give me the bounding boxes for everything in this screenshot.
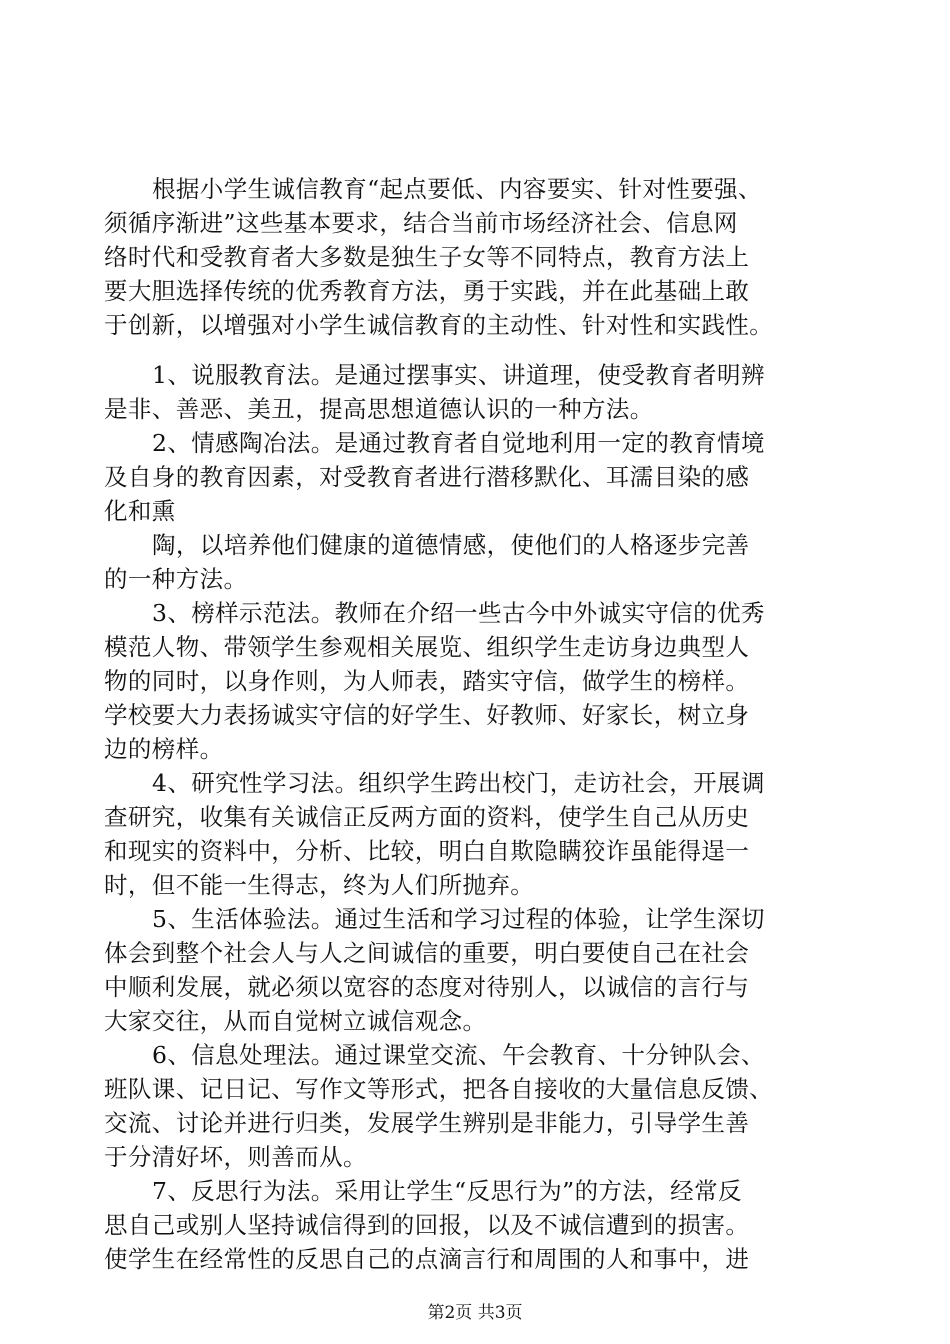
method-5-line: 体会到整个社会人与人之间诚信的重要，明白要使自己在社会 — [104, 939, 750, 967]
method-6-line: 于分清好坏，则善而从。 — [104, 1143, 367, 1171]
method-4-line: 时，但不能一生得志，终为人们所抛弃。 — [104, 871, 535, 899]
method-3-line: 学校要大力表扬诚实守信的好学生、好教师、好家长，树立身 — [104, 701, 750, 729]
method-5-line: 5、生活体验法。通过生活和学习过程的体验，让学生深切 — [152, 905, 765, 933]
method-2-line: 及自身的教育因素，对受教育者进行潜移默化、耳濡目染的感 — [104, 463, 750, 491]
intro-line: 要大胆选择传统的优秀教育方法，勇于实践，并在此基础上敢 — [104, 277, 750, 305]
method-2-line: 2、情感陶冶法。是通过教育者自觉地利用一定的教育情境 — [152, 429, 765, 457]
method-6-line: 6、信息处理法。通过课堂交流、午会教育、十分钟队会、 — [152, 1041, 765, 1069]
method-3-line: 边的榜样。 — [104, 735, 224, 763]
method-4-line: 4、研究性学习法。组织学生跨出校门，走访社会，开展调 — [152, 769, 765, 797]
method-3-line: 模范人物、带领学生参观相关展览、组织学生走访身边典型人 — [104, 633, 750, 661]
method-7-line: 7、反思行为法。采用让学生“反思行为”的方法，经常反 — [152, 1177, 742, 1205]
method-2-continued-line: 陶，以培养他们健康的道德情感，使他们的人格逐步完善 — [152, 531, 750, 559]
method-4-line: 查研究，收集有关诚信正反两方面的资料，使学生自己从历史 — [104, 803, 750, 831]
intro-line: 须循序渐进”这些基本要求，结合当前市场经济社会、信息网 — [104, 209, 738, 237]
method-1-line: 是非、善恶、美丑，提高思想道德认识的一种方法。 — [104, 395, 654, 423]
method-5-line: 中顺利发展，就必须以宽容的态度对待别人，以诚信的言行与 — [104, 973, 750, 1001]
page-number-footer: 第2页 共3页 — [427, 1303, 523, 1323]
intro-line: 络时代和受教育者大多数是独生子女等不同特点，教育方法上 — [104, 243, 750, 271]
method-6-line: 交流、讨论并进行归类，发展学生辨别是非能力，引导学生善 — [104, 1109, 750, 1137]
method-6-line: 班队课、记日记、写作文等形式，把各自接收的大量信息反馈、 — [104, 1075, 774, 1103]
method-2-continued-line: 的一种方法。 — [104, 565, 248, 593]
method-1-line: 1、说服教育法。是通过摆事实、讲道理，使受教育者明辨 — [152, 361, 765, 389]
method-2-line: 化和熏 — [104, 497, 176, 525]
method-7-line: 思自己或别人坚持诚信得到的回报，以及不诚信遭到的损害。 — [104, 1211, 750, 1239]
intro-line: 根据小学生诚信教育“起点要低、内容要实、针对性要强、 — [152, 175, 762, 203]
method-3-line: 物的同时，以身作则，为人师表，踏实守信，做学生的榜样。 — [104, 667, 750, 695]
method-5-line: 大家交往，从而自觉树立诚信观念。 — [104, 1007, 487, 1035]
method-7-line: 使学生在经常性的反思自己的点滴言行和周围的人和事中，进 — [104, 1245, 750, 1273]
method-4-line: 和现实的资料中，分析、比较，明白自欺隐瞒狡诈虽能得逞一 — [104, 837, 750, 865]
method-3-line: 3、榜样示范法。教师在介绍一些古今中外诚实守信的优秀 — [152, 599, 765, 627]
intro-line: 于创新，以增强对小学生诚信教育的主动性、针对性和实践性。 — [104, 311, 774, 339]
